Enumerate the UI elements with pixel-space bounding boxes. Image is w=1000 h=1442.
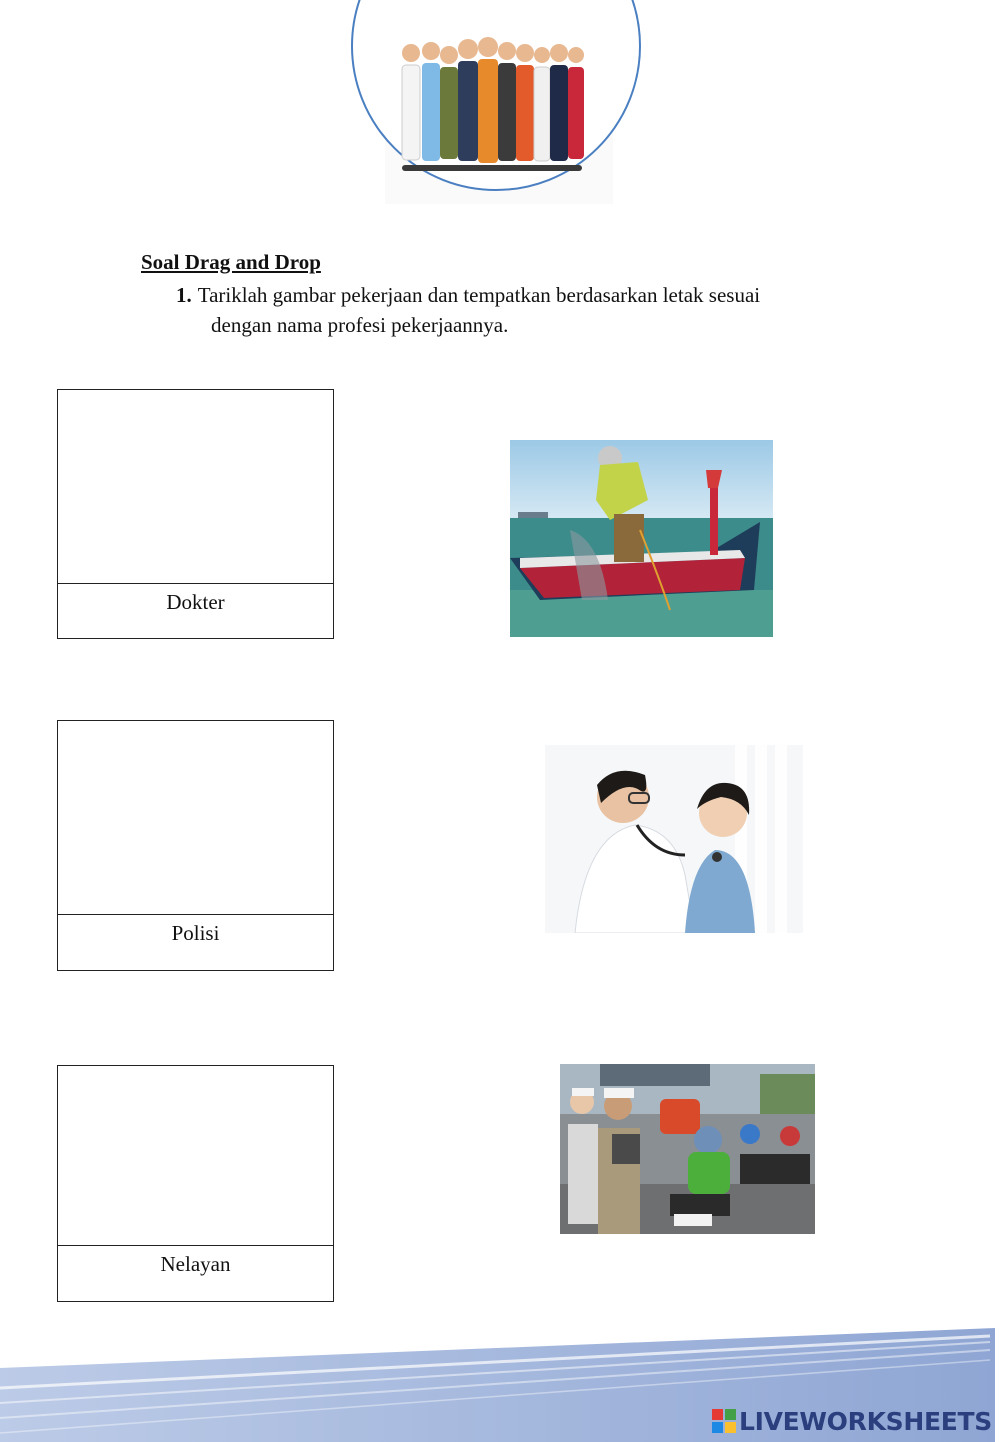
drop-target-label: Nelayan	[160, 1252, 231, 1276]
worksheet-title: Soal Drag and Drop	[141, 250, 321, 274]
drop-target-label: Dokter	[166, 590, 225, 614]
instruction-number: 1.	[176, 283, 192, 307]
professions-illustration	[350, 0, 642, 192]
drop-zone[interactable]	[58, 390, 333, 584]
drop-zone[interactable]	[58, 721, 333, 915]
drop-zone[interactable]	[58, 1066, 333, 1246]
instruction-line-1: Tariklah gambar pekerjaan dan tempatkan berdasarkan letak sesuai	[197, 283, 761, 307]
drop-target-label: Polisi	[171, 921, 220, 945]
liveworksheets-logo-icon	[712, 1409, 736, 1433]
liveworksheets-brand[interactable]	[712, 1404, 992, 1438]
draggable-image-doctor[interactable]	[545, 745, 803, 933]
instruction-text	[176, 280, 866, 340]
drop-target-nelayan[interactable]	[57, 1065, 334, 1302]
instruction-line-2: dengan nama profesi pekerjaannya.	[211, 313, 509, 337]
draggable-image-fisherman[interactable]	[510, 440, 773, 637]
brand-text: LIVEWORKSHEETS	[738, 1406, 992, 1436]
draggable-image-police[interactable]	[560, 1064, 815, 1234]
drop-target-dokter[interactable]	[57, 389, 334, 639]
drop-target-polisi[interactable]	[57, 720, 334, 971]
